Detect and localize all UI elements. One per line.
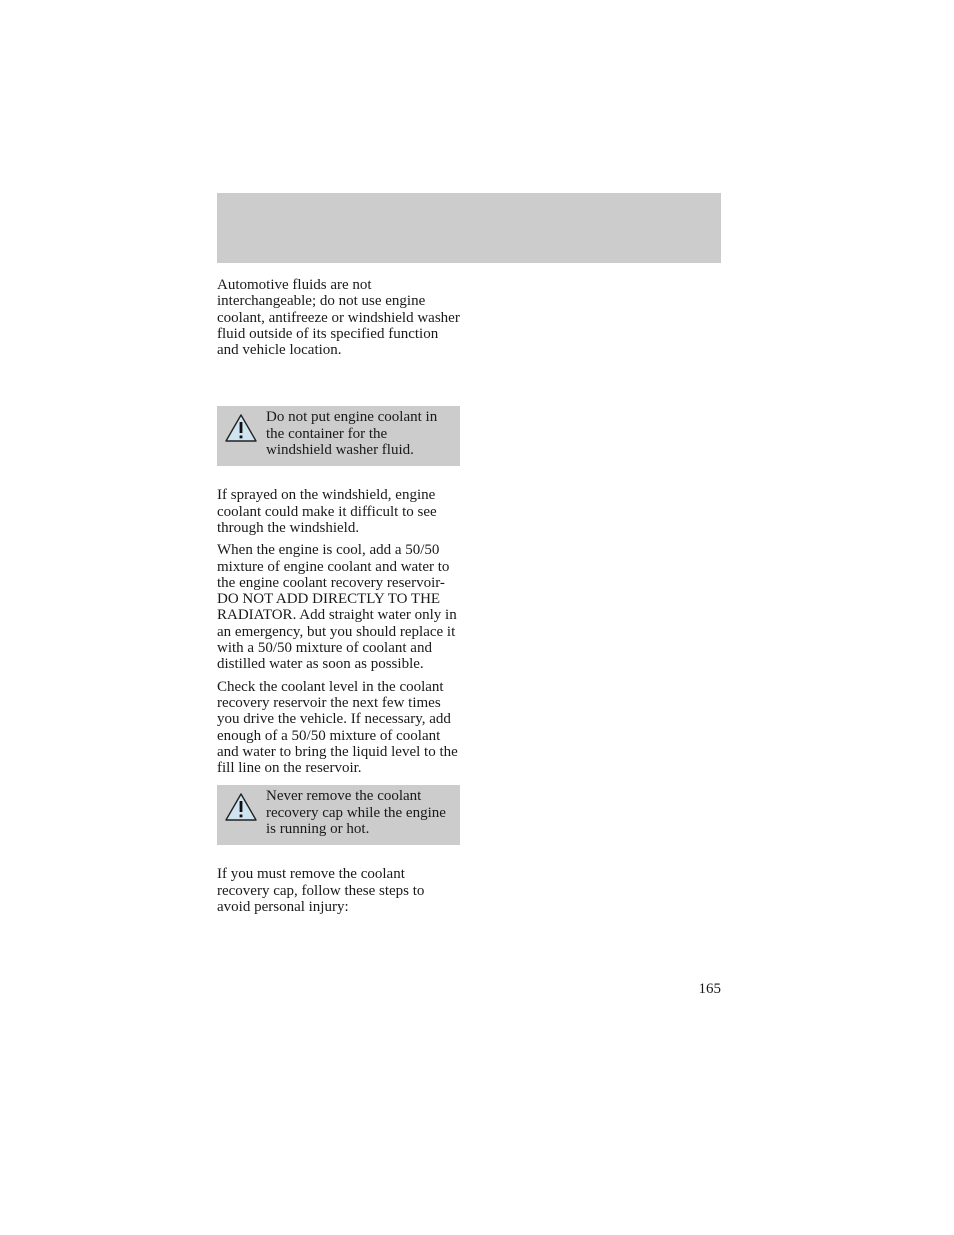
page-number: 165 [698, 981, 721, 997]
paragraph-add-coolant: When the engine is cool, add a 50/50 mixture of engine coolant and water to the engine coolant recovery reservoir-DO NOT ADD DIRECTLY TO THE RADIATOR. Add straight water only in an emergency, but you should replace it with a 50/50 mixture of coolant and distilled water as soon as possible. [217, 542, 457, 673]
warning-text-washer-fluid: Do not put engine coolant in the container for the windshield washer fluid. [266, 409, 438, 459]
warning-box-washer-fluid [217, 406, 460, 466]
paragraph-windshield-visibility: If sprayed on the windshield, engine coolant could make it difficult to see through the windshield. [217, 487, 437, 536]
warning-text-recovery-cap: Never remove the coolant recovery cap while the engine is running or hot. [266, 788, 446, 838]
header-band [217, 193, 721, 263]
warning-box-recovery-cap [217, 785, 460, 845]
paragraph-fluids-not-interchangeable: Automotive fluids are not interchangeable; do not use engine coolant, antifreeze or windshield washer fluid outside of its specified function and vehicle location. [217, 277, 460, 359]
warning-triangle-icon [224, 792, 258, 822]
paragraph-remove-cap-steps: If you must remove the coolant recovery cap, follow these steps to avoid personal injury: [217, 866, 425, 915]
paragraph-check-level: Check the coolant level in the coolant recovery reservoir the next few times you drive the vehicle. If necessary, add enough of a 50/50 mixture of coolant and water to bring the liquid level to the fill line on the reservoir. [217, 678, 458, 777]
main-column [217, 277, 460, 915]
warning-triangle-icon [224, 413, 258, 443]
